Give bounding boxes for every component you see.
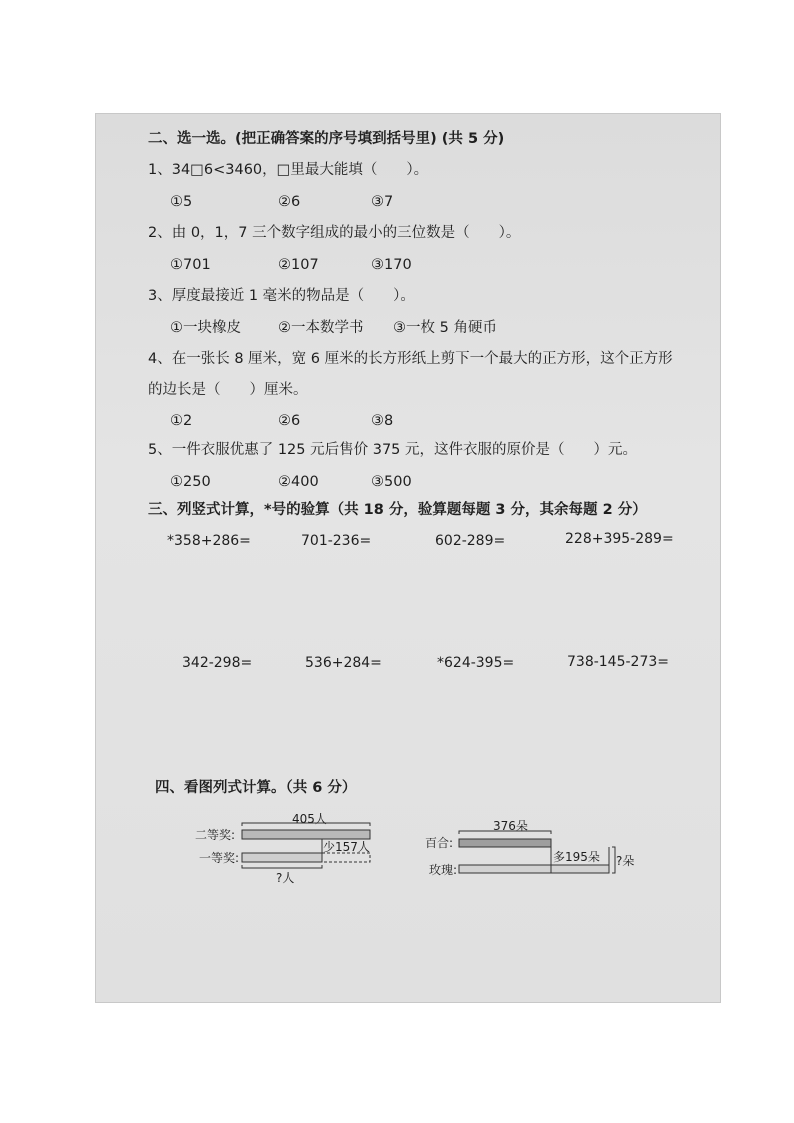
section3-heading: 三、列竖式计算，*号的验算（共 18 分，验算题每题 3 分，其余每题 2 分） — [148, 502, 647, 518]
prize-bar-first-dashed — [322, 853, 370, 862]
section4-heading: 四、看图列式计算。（共 6 分） — [155, 780, 357, 796]
q4-option-3: ③8 — [371, 413, 394, 429]
q3-option-3: ③一枚 5 角硬币 — [393, 320, 497, 336]
question-4-line-1: 4、在一张长 8 厘米，宽 6 厘米的长方形纸上剪下一个最大的正方形，这个正方形 — [148, 351, 673, 367]
lily-bar — [459, 839, 551, 847]
q3-option-1: ①一块橡皮 — [170, 320, 241, 336]
calc-3: 602-289= — [435, 533, 506, 549]
calc-6: 536+284= — [305, 655, 382, 671]
q1-option-1: ①5 — [170, 194, 193, 210]
calc-1: *358+286= — [167, 533, 251, 549]
lily-value-label: 376朵 — [493, 819, 528, 833]
prize-total-label: 405人 — [292, 812, 327, 826]
q5-option-2: ②400 — [278, 474, 319, 490]
diagram-prizes — [180, 806, 400, 886]
prize-diff-label: 少157人 — [323, 840, 370, 854]
exam-paper — [95, 113, 721, 1003]
q1-option-3: ③7 — [371, 194, 394, 210]
q2-option-2: ②107 — [278, 257, 319, 273]
q4-option-1: ①2 — [170, 413, 193, 429]
prize-label-second: 二等奖: — [195, 828, 236, 842]
question-5: 5、一件衣服优惠了 125 元后售价 375 元，这件衣服的原价是（ ）元。 — [148, 442, 638, 458]
prize-unknown-brace — [242, 865, 322, 868]
question-4-line-2: 的边长是（ ）厘米。 — [148, 382, 308, 398]
calc-2: 701-236= — [301, 533, 372, 549]
diagram-flowers — [425, 813, 640, 878]
flower-label-lily: 百合: — [425, 836, 454, 850]
prize-bar-first — [242, 853, 322, 862]
q3-option-2: ②一本数学书 — [278, 320, 364, 336]
rose-bar — [459, 865, 609, 873]
rose-unknown-label: ?朵 — [616, 854, 635, 868]
q2-option-1: ①701 — [170, 257, 211, 273]
question-3: 3、厚度最接近 1 毫米的物品是（ ）。 — [148, 288, 415, 304]
calc-7: *624-395= — [437, 655, 515, 671]
calc-5: 342-298= — [182, 655, 253, 671]
prize-label-first: 一等奖: — [199, 851, 240, 865]
rose-diff-label: 多195朵 — [553, 850, 600, 864]
calc-8: 738-145-273= — [567, 654, 669, 670]
rose-unknown-brace — [612, 847, 615, 873]
q5-option-1: ①250 — [170, 474, 211, 490]
prize-bar-second — [242, 830, 370, 839]
section2-heading: 二、选一选。(把正确答案的序号填到括号里) (共 5 分) — [148, 131, 505, 147]
question-2: 2、由 0，1，7 三个数字组成的最小的三位数是（ ）。 — [148, 225, 521, 241]
prize-unknown-label: ?人 — [276, 871, 295, 885]
calc-4: 228+395-289= — [565, 531, 674, 547]
question-1: 1、34□6<3460，□里最大能填（ ）。 — [148, 162, 429, 178]
flower-label-rose: 玫瑰: — [429, 863, 458, 877]
q1-option-2: ②6 — [278, 194, 301, 210]
q4-option-2: ②6 — [278, 413, 301, 429]
q2-option-3: ③170 — [371, 257, 412, 273]
q5-option-3: ③500 — [371, 474, 412, 490]
